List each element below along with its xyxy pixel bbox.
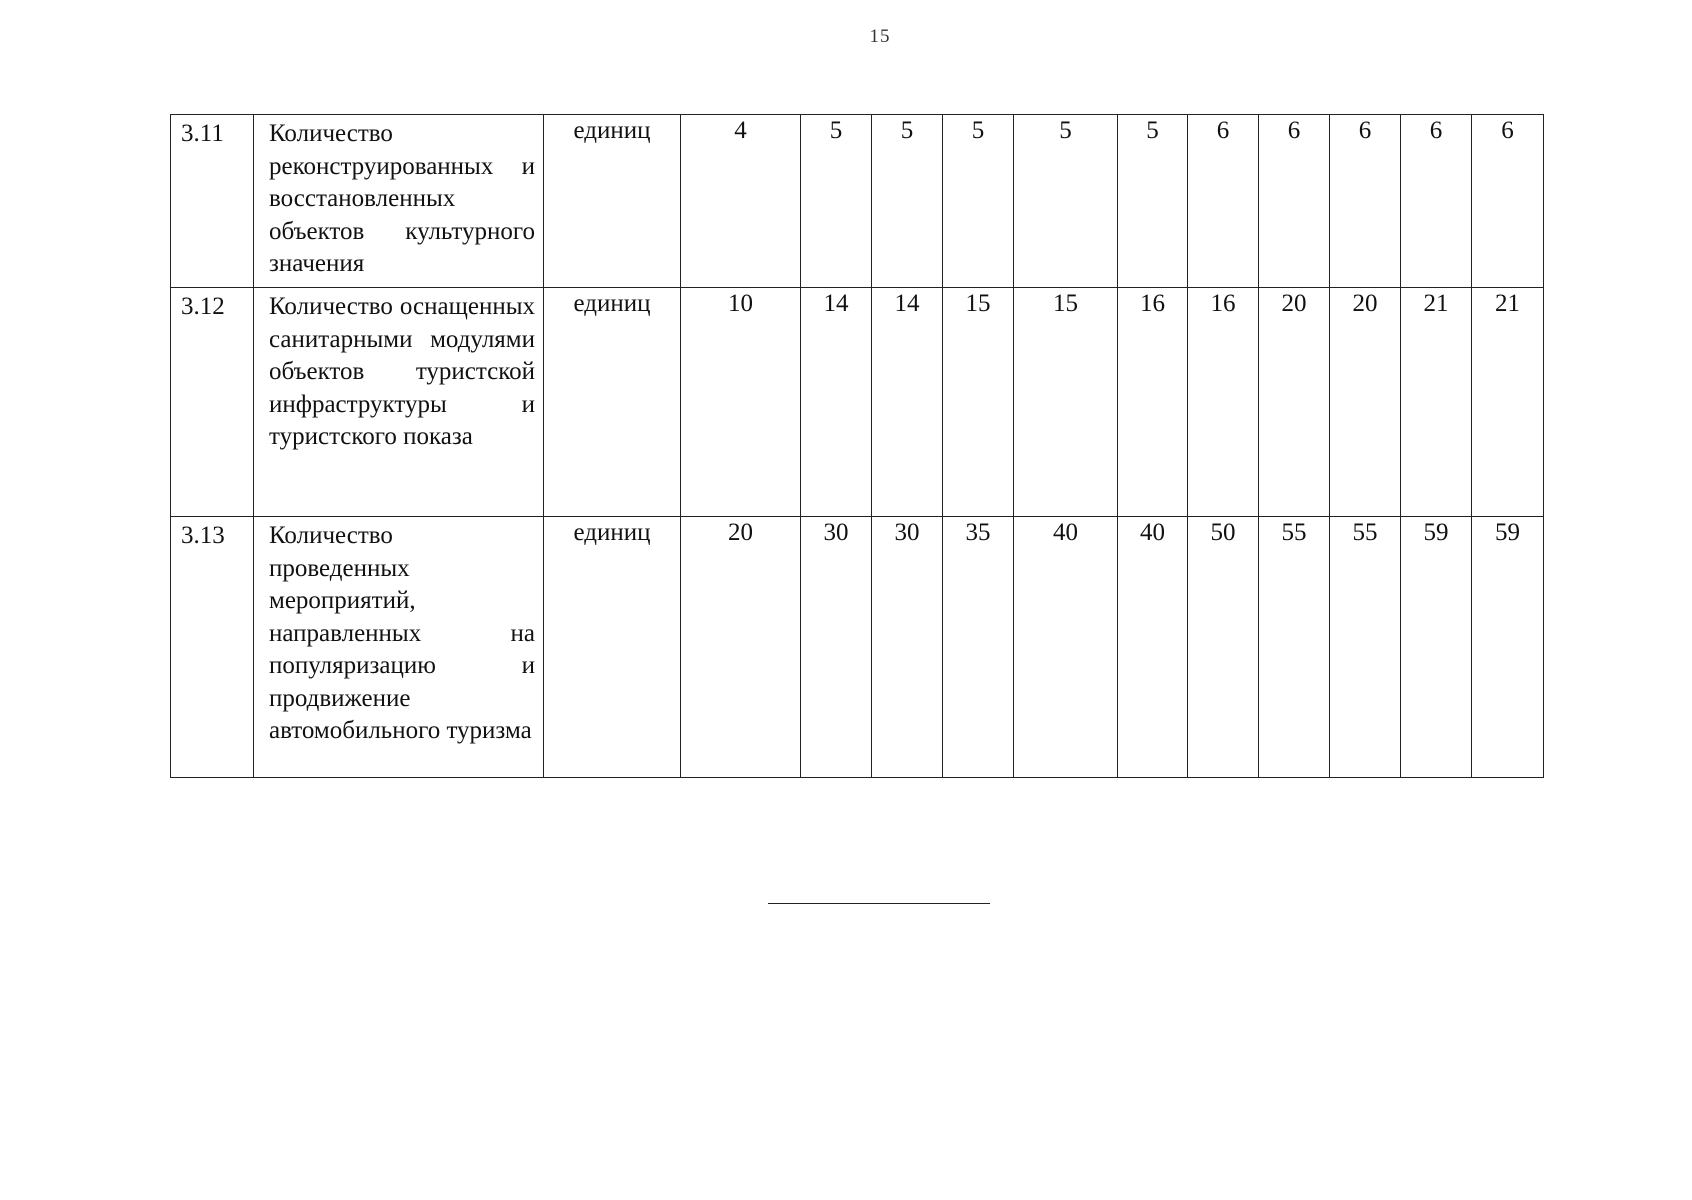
value-cell: 16 [1188,288,1259,517]
value-cell: 6 [1259,115,1330,288]
value-cell: 5 [801,115,872,288]
value-cell: 20 [1330,288,1401,517]
value-cell: 14 [801,288,872,517]
page-number: 15 [869,26,891,47]
value-cell: 5 [1014,115,1118,288]
value-cell: 6 [1472,115,1544,288]
value-cell: 16 [1118,288,1188,517]
row-number: 3.13 [171,517,254,778]
value-cell: 35 [943,517,1014,778]
value-cell: 5 [943,115,1014,288]
value-cell: 15 [1014,288,1118,517]
table-row [171,288,1544,517]
indicators-table [170,114,1544,778]
value-cell: 6 [1188,115,1259,288]
value-cell: 59 [1401,517,1472,778]
value-cell: 6 [1330,115,1401,288]
value-cell: 59 [1472,517,1544,778]
value-cell: 15 [943,288,1014,517]
value-cell: 20 [1259,288,1330,517]
value-cell: 40 [1014,517,1118,778]
unit-cell: единиц [544,115,681,288]
value-cell: 20 [681,517,801,778]
indicator-name: Количество реконструированных и восстановленных объектов культурного значения [254,115,544,288]
value-cell: 14 [872,288,943,517]
value-cell: 40 [1118,517,1188,778]
table-row [171,517,1544,778]
unit-cell: единиц [544,517,681,778]
indicator-name: Количество оснащенных санитарными модулями объектов туристской инфраструктуры и туристского показа [254,288,544,517]
indicator-name: Количество проведенных мероприятий, направленных на популяризацию и продвижение автомобильного туризма [254,517,544,778]
value-cell: 50 [1188,517,1259,778]
value-cell: 21 [1401,288,1472,517]
value-cell: 4 [681,115,801,288]
end-separator-line [768,903,990,904]
table-row [171,115,1544,288]
value-cell: 5 [1118,115,1188,288]
unit-cell: единиц [544,288,681,517]
value-cell: 30 [872,517,943,778]
value-cell: 30 [801,517,872,778]
value-cell: 55 [1259,517,1330,778]
value-cell: 10 [681,288,801,517]
value-cell: 21 [1472,288,1544,517]
value-cell: 55 [1330,517,1401,778]
row-number: 3.12 [171,288,254,517]
value-cell: 5 [872,115,943,288]
value-cell: 6 [1401,115,1472,288]
row-number: 3.11 [171,115,254,288]
